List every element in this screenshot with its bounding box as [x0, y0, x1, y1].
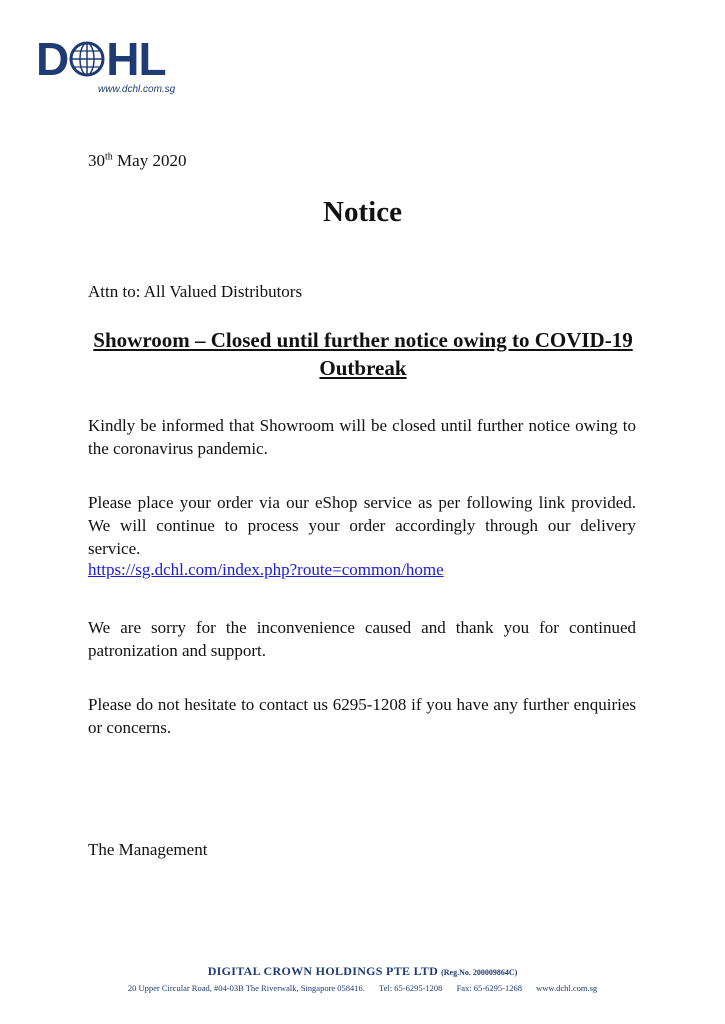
signoff: The Management: [88, 840, 208, 859]
footer-web: www.dchl.com.sg: [536, 983, 598, 993]
logo-letters-left: D: [36, 33, 69, 85]
eshop-link[interactable]: https://sg.dchl.com/index.php?route=common/home: [88, 560, 444, 579]
logo-wordmark: [36, 33, 186, 85]
footer-fax: Fax: 65-6295-1268: [456, 983, 522, 993]
date-day: 30: [88, 151, 105, 170]
date-rest: May 2020: [112, 151, 187, 170]
notice-heading: Showroom – Closed until further notice owing to COVID-19 Outbreak: [93, 328, 633, 380]
footer-contact-line: [0, 983, 725, 993]
letter-date: [88, 151, 186, 171]
footer-reg-number: (Reg.No. 200009864C): [441, 968, 518, 977]
paragraph-closure: Kindly be informed that Showroom will be closed until further notice owing to the coronavirus pandemic.: [88, 416, 636, 458]
footer-company-name: DIGITAL CROWN HOLDINGS PTE LTD: [207, 964, 439, 978]
logo-letters-right: HL: [106, 33, 166, 85]
globe-icon: [69, 41, 105, 77]
footer-company: [0, 964, 725, 979]
company-logo: [36, 33, 186, 100]
logo-url: www.dchl.com.sg: [98, 84, 176, 95]
attention-line: Attn to: All Valued Distributors: [88, 282, 303, 301]
paragraph-contact: Please do not hesitate to contact us 6295-1208 if you have any further enquiries or concerns.: [88, 695, 636, 737]
paragraph-apology: We are sorry for the inconvenience caused and thank you for continued patronization and support.: [88, 618, 636, 660]
date-suffix: th: [105, 151, 113, 163]
paragraph-eshop: Please place your order via our eShop service as per following link provided. We will continue to process your order accordingly through our delivery service.: [88, 493, 636, 558]
footer-address: 20 Upper Circular Road, #04-03B The Riverwalk, Singapore 058416.: [127, 983, 365, 993]
footer-tel: Tel: 65-6295-1208: [379, 983, 443, 993]
page-title: Notice: [323, 196, 402, 228]
